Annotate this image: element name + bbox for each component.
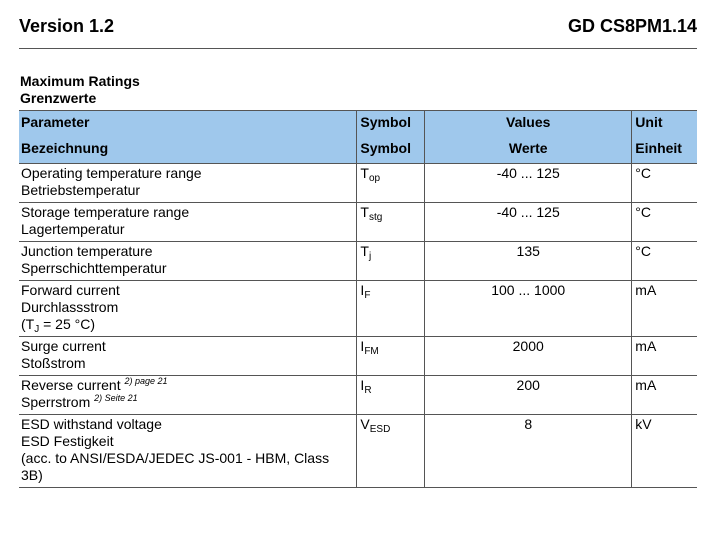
symbol-main: I <box>360 377 365 393</box>
parameter-cell <box>19 281 357 337</box>
parameter-en: Junction temperature <box>21 243 153 259</box>
parameter-de-text: Sperrstrom <box>21 394 91 410</box>
symbol-cell <box>357 164 425 203</box>
condition-sub: J <box>34 324 40 335</box>
table-row <box>19 415 697 488</box>
unit-cell: °C <box>632 242 697 281</box>
header-werte: Werte <box>425 137 632 164</box>
symbol-main: V <box>360 416 370 432</box>
parameter-en: Surge current <box>21 338 106 354</box>
symbol-sub: FM <box>364 346 379 357</box>
symbol-sub: R <box>364 385 372 396</box>
symbol-sub: j <box>368 251 372 262</box>
parameter-cell <box>19 415 357 488</box>
condition-pre: (T <box>21 316 35 332</box>
footnote-ref[interactable]: 2) page 21 <box>124 376 168 386</box>
header-symbol: Symbol <box>357 111 425 138</box>
document-version: Version 1.2 <box>19 16 115 36</box>
table-header-row-en <box>19 111 697 138</box>
section-title-de: Grenzwerte <box>20 90 97 106</box>
parameter-en <box>21 377 354 394</box>
symbol-main: T <box>360 165 369 181</box>
symbol-main: I <box>360 338 365 354</box>
symbol-sub: op <box>368 173 381 184</box>
header-symbol-de: Symbol <box>357 137 425 164</box>
symbol-cell <box>357 281 425 337</box>
symbol-cell <box>357 242 425 281</box>
header-bezeichnung: Bezeichnung <box>19 137 357 164</box>
parameter-de: Sperrschichttemperatur <box>21 260 167 276</box>
header-values: Values <box>425 111 632 138</box>
value-cell: -40 ... 125 <box>425 164 632 203</box>
parameter-condition <box>21 316 354 333</box>
header-divider <box>19 48 697 49</box>
table-row <box>19 281 697 337</box>
symbol-cell <box>357 337 425 376</box>
symbol-sub: ESD <box>369 424 391 435</box>
symbol-main: I <box>360 282 365 298</box>
footnote-ref-de[interactable]: 2) Seite 21 <box>94 393 138 403</box>
unit-cell: mA <box>632 337 697 376</box>
header-einheit: Einheit <box>632 137 697 164</box>
condition-post: = 25 °C) <box>39 316 96 332</box>
section-title <box>20 73 140 107</box>
part-number: GD CS8PM1.14 <box>567 16 697 36</box>
table-header-row-de <box>19 137 697 164</box>
table-row <box>19 203 697 242</box>
table-row <box>19 242 697 281</box>
maximum-ratings-table <box>19 110 697 488</box>
parameter-cell <box>19 203 357 242</box>
value-cell: 8 <box>425 415 632 488</box>
unit-cell: mA <box>632 376 697 415</box>
unit-cell: mA <box>632 281 697 337</box>
symbol-main: T <box>360 243 369 259</box>
table-row <box>19 376 697 415</box>
header-unit: Unit <box>632 111 697 138</box>
unit-cell: °C <box>632 203 697 242</box>
parameter-en: Storage temperature range <box>21 204 190 220</box>
symbol-main: T <box>360 204 369 220</box>
unit-cell: kV <box>632 415 697 488</box>
section-title-en: Maximum Ratings <box>20 73 140 89</box>
parameter-cell <box>19 242 357 281</box>
parameter-cell <box>19 337 357 376</box>
value-cell: 2000 <box>425 337 632 376</box>
symbol-sub: F <box>364 290 371 301</box>
parameter-de <box>21 394 354 411</box>
parameter-en: Forward current <box>21 282 120 298</box>
value-cell: 200 <box>425 376 632 415</box>
value-cell: 135 <box>425 242 632 281</box>
parameter-de: ESD Festigkeit <box>21 433 114 449</box>
symbol-sub: stg <box>368 212 383 223</box>
parameter-en: ESD withstand voltage <box>21 416 162 432</box>
table-row <box>19 164 697 203</box>
header-parameter: Parameter <box>19 111 357 138</box>
parameter-de: Betriebstemperatur <box>21 182 141 198</box>
parameter-de: Stoßstrom <box>21 355 86 371</box>
parameter-cell <box>19 376 357 415</box>
value-cell: -40 ... 125 <box>425 203 632 242</box>
parameter-en-text: Reverse current <box>21 377 121 393</box>
parameter-de: Lagertemperatur <box>21 221 125 237</box>
symbol-cell <box>357 203 425 242</box>
unit-cell: °C <box>632 164 697 203</box>
symbol-cell <box>357 376 425 415</box>
parameter-de: Durchlassstrom <box>21 299 119 315</box>
parameter-cell <box>19 164 357 203</box>
value-cell: 100 ... 1000 <box>425 281 632 337</box>
symbol-cell <box>357 415 425 488</box>
parameter-en: Operating temperature range <box>21 165 202 181</box>
parameter-condition: (acc. to ANSI/ESDA/JEDEC JS-001 - HBM, Class 3B) <box>21 450 330 483</box>
table-row <box>19 337 697 376</box>
